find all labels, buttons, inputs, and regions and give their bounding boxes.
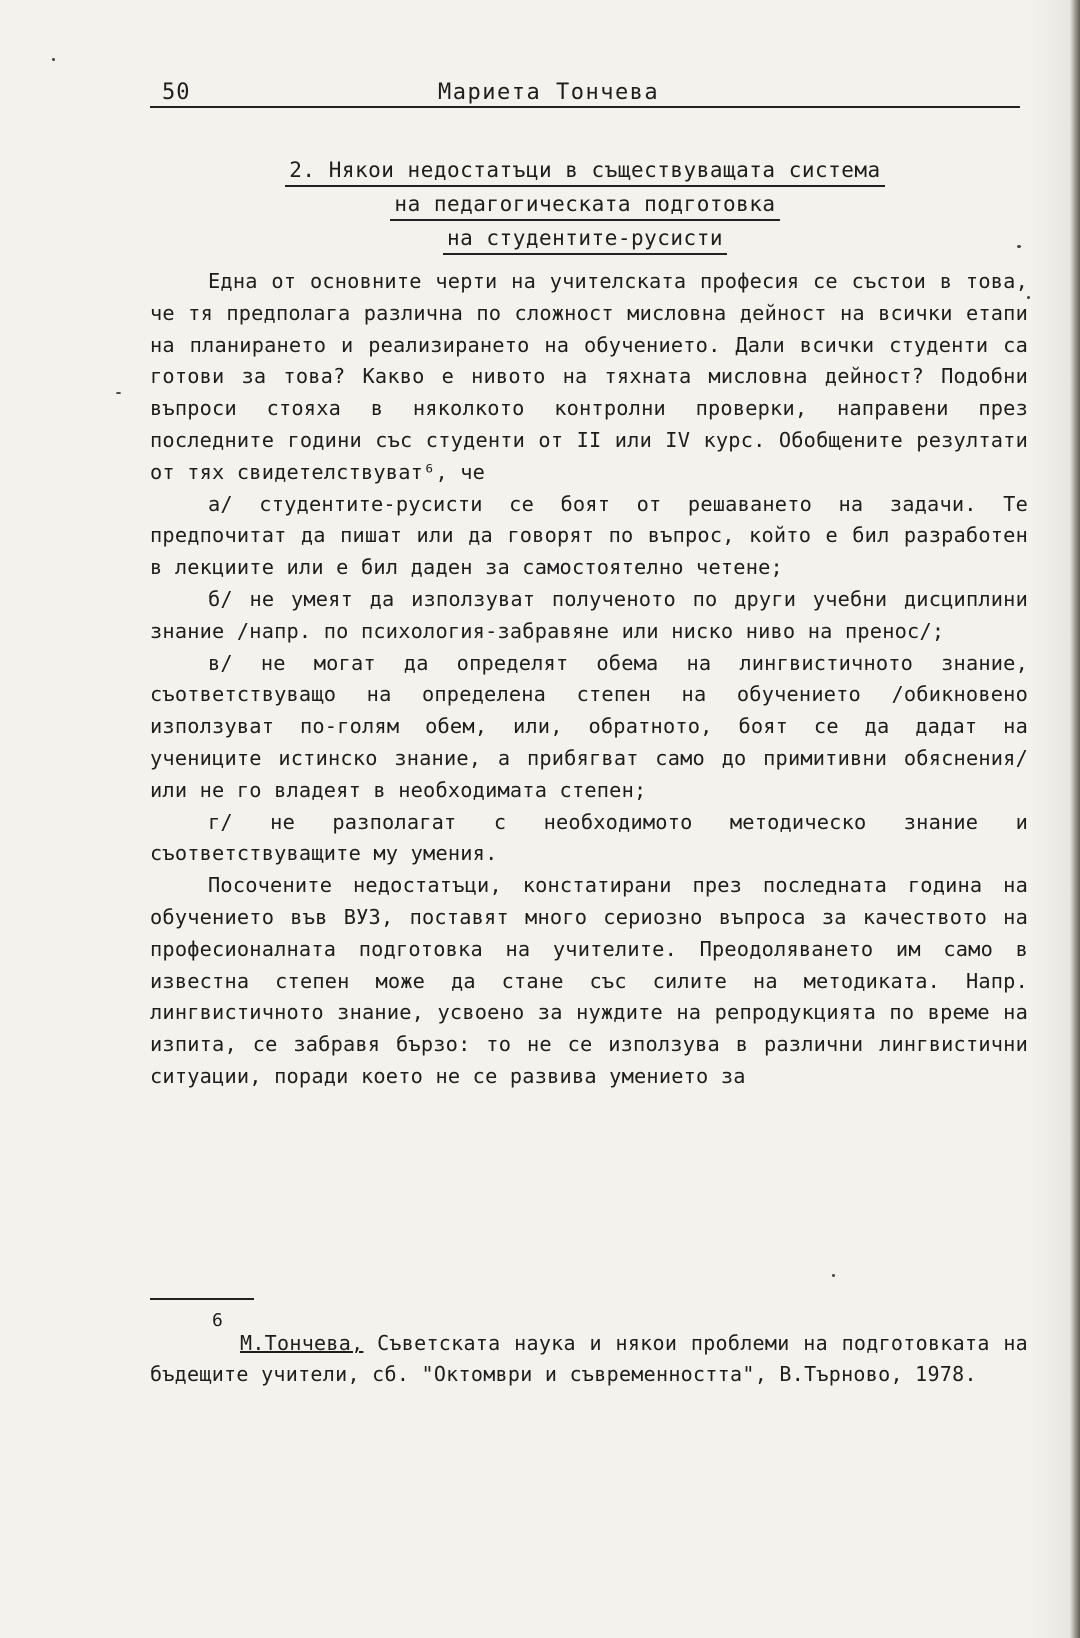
footnote-citation: Съветската наука и някои проблеми на подготовката на бъдещите учители, сб. "Октомври и съвременността", В.Търново, 1978. [150,1331,1028,1386]
footnote-author: М.Тончева, [240,1331,364,1355]
scan-speck [52,58,55,61]
title-line-2: на педагогическата подготовка [390,189,779,221]
page-shadow [1030,0,1070,1638]
page-header [150,76,1020,108]
section-title [150,155,1020,257]
paragraph-item-b: б/ не умеят да използуват полученото по други учебни дисциплини знание /напр. по психология-забравяне или ниско ниво на пренос/; [150,586,1028,643]
body-text [150,266,1028,1093]
page-number: 50 [162,80,191,105]
footnote [150,1310,1028,1390]
title-line-1: 2. Някои недостатъци в съществуващата система [285,155,884,187]
footnote-mark: 6 [212,1310,223,1331]
paragraph-intro: Една от основните черти на учителската професия се състои в това, че тя предполага различна по сложност мисловна дейност на всички етапи на планирането и реализирането на обучението. Дали всички студенти са готови за това? Какво е нивото на тяхната мисловна дейност? Подобни въпроси стояха в няколкото контролни проверки, направени през последните години със студенти от II или IV курс. Обобщените резултати от тях свидетелствуват⁶, че [150,269,1028,484]
scan-speck [1027,296,1030,299]
scan-speck [116,392,121,394]
scan-speck [832,1274,835,1277]
paragraph-conclusion: Посочените недостатъци, констатирани през последната година на обучението във ВУЗ, поставят много сериозно въпроса за качеството на професионалната подготовка на учителите. Преодоляването им само в известна степен може да стане със силите на методиката. Напр. лингвистичното знание, усвоено за нуждите на репродукцията по време на изпита, се забравя бързо: то не се използува в различни лингвистични ситуации, поради което не се развива умението за [150,873,1028,1088]
page-edge [1070,0,1080,1638]
scan-speck [1017,245,1021,248]
running-head: Мариета Тончева [438,80,660,105]
footnote-rule [150,1298,254,1300]
paragraph-item-v: в/ не могат да определят обема на лингвистичното знание, съответствуващо на определена степен на обучението /обикновено използуват по-голям обем, или, обратното, боят се да дадат на учениците истинско знание, а прибягват само до примитивни обяснения/ или не го владеят в необходимата степен; [150,650,1028,802]
footnote-text [150,1310,1028,1390]
paragraph-item-g: г/ не разполагат с необходимото методическо знание и съответствуващите му умения. [150,809,1028,866]
paragraph-item-a: а/ студентите-русисти се боят от решаването на задачи. Те предпочитат да пишат или да говорят по въпрос, който е бил разработен в лекциите или е бил даден за самостоятелно четене; [150,491,1028,580]
title-line-3: на студентите-русисти [443,223,727,255]
